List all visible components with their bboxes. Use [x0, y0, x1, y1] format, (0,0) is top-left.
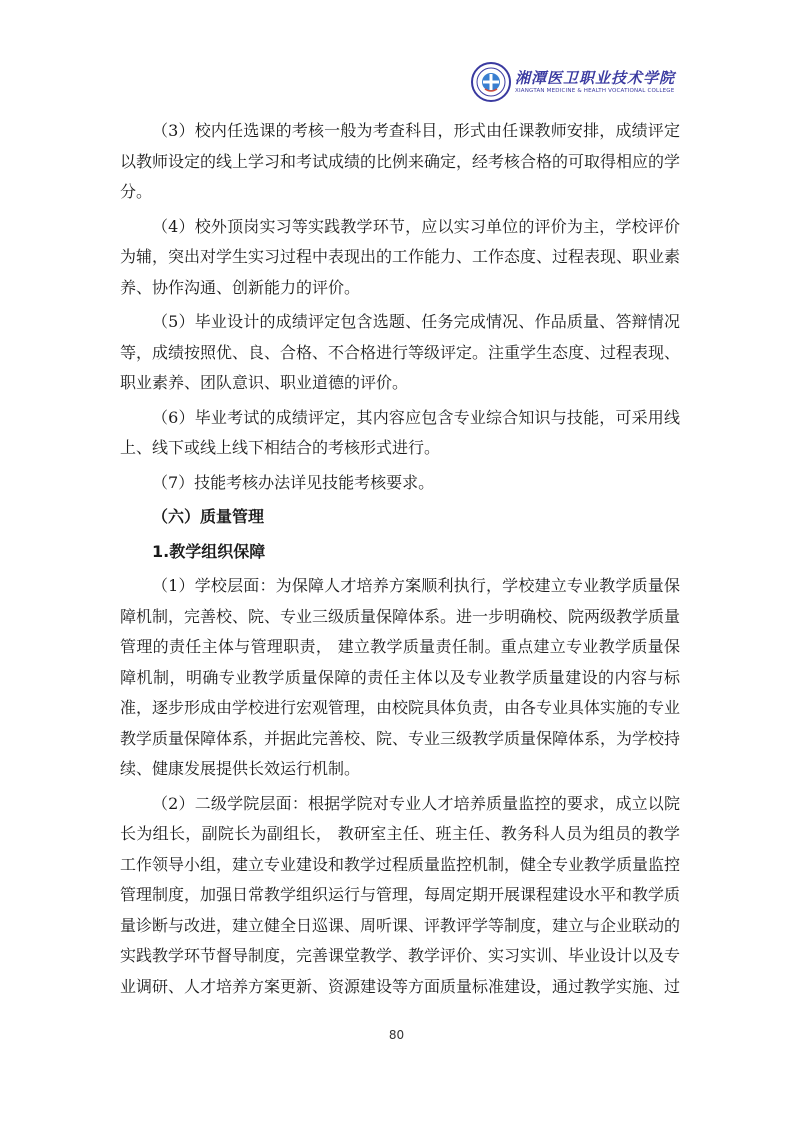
paragraph-internship-assessment: （4）校外顶岗实习等实践教学环节，应以实习单位的评价为主，学校评价为辅，突出对学生实习过程中表现出的工作能力、工作态度、过程表现、职业素养、协作沟通、创新能力的评价。 [120, 216, 681, 297]
paragraph-graduation-exam: （6）毕业考试的成绩评定，其内容应包含专业综合知识与技能，可采用线上、线下或线上线下相结合的考核形式进行。 [120, 407, 680, 457]
paragraph-skill-assessment: （7）技能考核办法详见技能考核要求。 [152, 472, 435, 492]
paragraph-school-level: （1）学校层面：为保障人才培养方案顺利执行，学校建立专业教学质量保障机制，完善校、院、专业三级质量保障体系。进一步明确校、院两级教学质量管理的责任主体与管理职责， 建立教学质量责任制。重点建立专业教学质量保障机制，明确专业教学质量保障的责任主体以及专业教学质量建设的内容与标准，逐步形成由学校进行宏观管理，由校院具体负责，由各专业具体实施的专业教学质量保障体系，并据此完善校、院、专业三级教学质量保障体系，为学校持续、健康发展提供长效运行机制。 [120, 576, 681, 778]
subsection-heading: 1.教学组织保障 [152, 541, 266, 561]
college-logo-icon [471, 62, 511, 102]
paragraph-college-level: （2）二级学院层面：根据学院对专业人才培养质量监控的要求，成立以院长为组长，副院长为副组长， 教研室主任、班主任、教务科人员为组员的教学工作领导小组，建立专业建设和教学过程质量监控机制，健全专业教学质量监控管理制度，加强日常教学组织运行与管理，每周定期开展课程建设水平和教学质量诊断与改进，建立健全日巡课、周听课、评教评学等制度，建立与企业联动的实践教学环节督导制度，完善课堂教学、教学评价、实习实训、毕业设计以及专业调研、人才培养方案更新、资源建设等方面质量标准建设，通过教学实施、过 [120, 793, 681, 996]
paragraph-graduation-design: （5）毕业设计的成绩评定包含选题、任务完成情况、作品质量、答辩情况等，成绩按照优、良、合格、不合格进行等级评定。注重学生态度、过程表现、职业素养、团队意识、职业道德的评价。 [120, 312, 681, 392]
college-name [515, 69, 675, 95]
section-heading: （六）质量管理 [152, 507, 265, 526]
college-name-cn: 湘潭医卫职业技术学院 [514, 69, 675, 87]
document-body [120, 116, 680, 1006]
page-number: 80 [388, 1028, 405, 1042]
college-name-en: XIANGTAN MEDICINE & HEALTH VOCATIONAL COLLEGE [514, 88, 675, 94]
page-header [471, 62, 675, 102]
paragraph-elective-assessment: （3）校内任选课的考核一般为考查科目，形式由任课教师安排，成绩评定以教师设定的线上学习和考试成绩的比例来确定，经考核合格的可取得相应的学分。 [120, 121, 681, 201]
